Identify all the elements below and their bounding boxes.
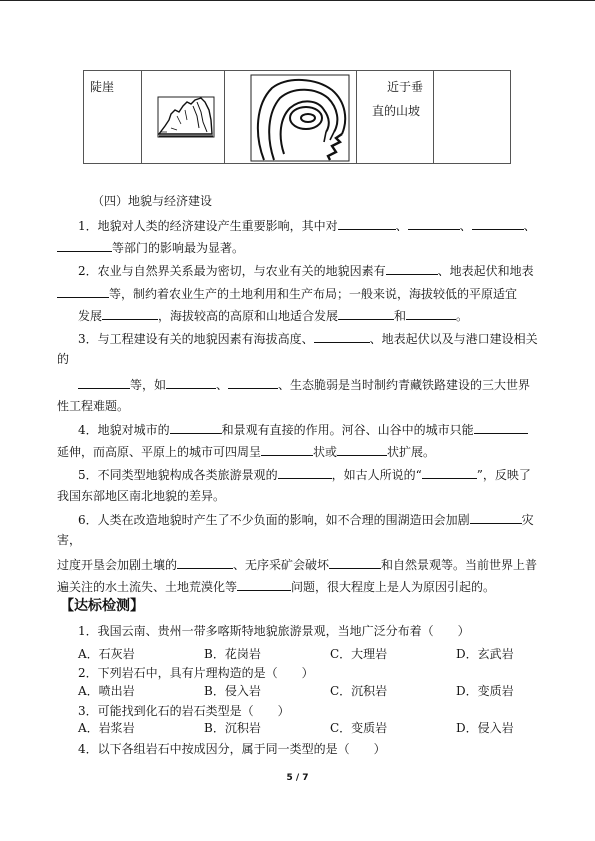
- q2-option-c[interactable]: C．沉积岩: [330, 684, 388, 698]
- paragraph-4-line1: 4．地貌对城市的 和景观有直接的作用。河谷、山谷中的城市只能: [78, 421, 528, 438]
- paragraph-2-line3: 发展 ，海拔较高的高原和山地适合发展 和 。: [78, 309, 469, 323]
- paragraph-1-line1: 1．地貌对人类的经济建设产生重要影响，其中对 、 、 、: [78, 219, 536, 233]
- landform-name-cell: 陡崖: [90, 80, 115, 94]
- paragraph-1-line2: 等部门的影响最为显著。: [57, 239, 244, 256]
- feature-text-line1: 近于垂: [387, 80, 424, 94]
- table-divider: [356, 71, 357, 163]
- q1-option-d[interactable]: D．玄武岩: [456, 647, 514, 661]
- page-top-rule: [0, 0, 595, 1]
- test-section-heading: 【达标检测】: [60, 598, 144, 614]
- q2-option-d[interactable]: D．变质岩: [456, 684, 514, 698]
- paragraph-5-line1: 5．不同类型地貌构成各类旅游景观的 ，如古人所说的“ ”，反映了: [78, 468, 531, 482]
- paragraph-6-line1: 6．人类在改造地貌时产生了不少负面的影响，如不合理的围湖造田会加剧 灾: [78, 513, 534, 527]
- paragraph-4-line2: 延伸，而高原、平原上的城市可四周呈 状或 状扩展。: [57, 445, 436, 459]
- q1-option-b[interactable]: B．花岗岩: [204, 647, 261, 661]
- q2-option-b[interactable]: B．侵入岩: [204, 684, 261, 698]
- q3-option-b[interactable]: B．沉积岩: [204, 721, 261, 735]
- question-4: 4．以下各组岩石中按成因分，属于同一类型的是（ ）: [78, 742, 386, 756]
- q3-option-d[interactable]: D．侵入岩: [456, 721, 514, 735]
- paragraph-6-line4: 遍关注的水土流失、土地荒漠化等 问题，很大程度上是人为原因引起的。: [57, 580, 496, 594]
- q3-option-c[interactable]: C．变质岩: [330, 721, 388, 735]
- paragraph-5-line2: 我国东部地区南北地貌的差异。: [57, 489, 226, 503]
- paragraph-3-line1: 3．与工程建设有关的地貌因素有海拔高度、 、地表起伏以及与港口建设相关: [78, 332, 538, 346]
- question-2: 2．下列岩石中，具有片理构造的是（ ）: [78, 666, 314, 680]
- question-1: 1．我国云南、贵州一带多喀斯特地貌旅游景观，当地广泛分布着（ ）: [78, 624, 470, 638]
- table-divider: [433, 71, 434, 163]
- contour-cliff-map-image: [250, 74, 350, 162]
- feature-text-line2: 直的山坡: [372, 104, 421, 118]
- paragraph-2-line1: 2．农业与自然界关系最为密切，与农业有关的地貌因素有 、地表起伏和地表: [78, 264, 534, 278]
- q3-option-a[interactable]: A．岩浆岩: [78, 721, 135, 735]
- question-3: 3．可能找到化石的岩石类型是（ ）: [78, 704, 290, 718]
- paragraph-2-line2: 等，制约着农业生产的土地利用和生产布局；一般来说，海拔较低的平原适宜: [57, 285, 517, 302]
- q2-option-a[interactable]: A．喷出岩: [78, 684, 135, 698]
- table-divider: [141, 71, 142, 163]
- cliff-sketch-image: [157, 96, 215, 138]
- landform-table-row: [83, 70, 511, 164]
- paragraph-3-line2: 的: [57, 352, 70, 366]
- table-divider: [224, 71, 225, 163]
- paragraph-6-line3: 过度开垦会加剧土壤的 、无序采矿会破坏 和自然景观等。当前世界上普: [57, 558, 538, 572]
- page-number: 5 / 7: [286, 773, 309, 783]
- q1-option-a[interactable]: A．石灰岩: [78, 647, 135, 661]
- q1-option-c[interactable]: C．大理岩: [330, 647, 388, 661]
- paragraph-6-line2: 害，: [57, 533, 82, 547]
- section-heading: （四）地貌与经济建设: [92, 194, 213, 208]
- paragraph-3-line3: 等，如 、 、生态脆弱是当时制约青藏铁路建设的三大世界: [78, 376, 530, 393]
- paragraph-3-line4: 性工程难题。: [57, 399, 130, 413]
